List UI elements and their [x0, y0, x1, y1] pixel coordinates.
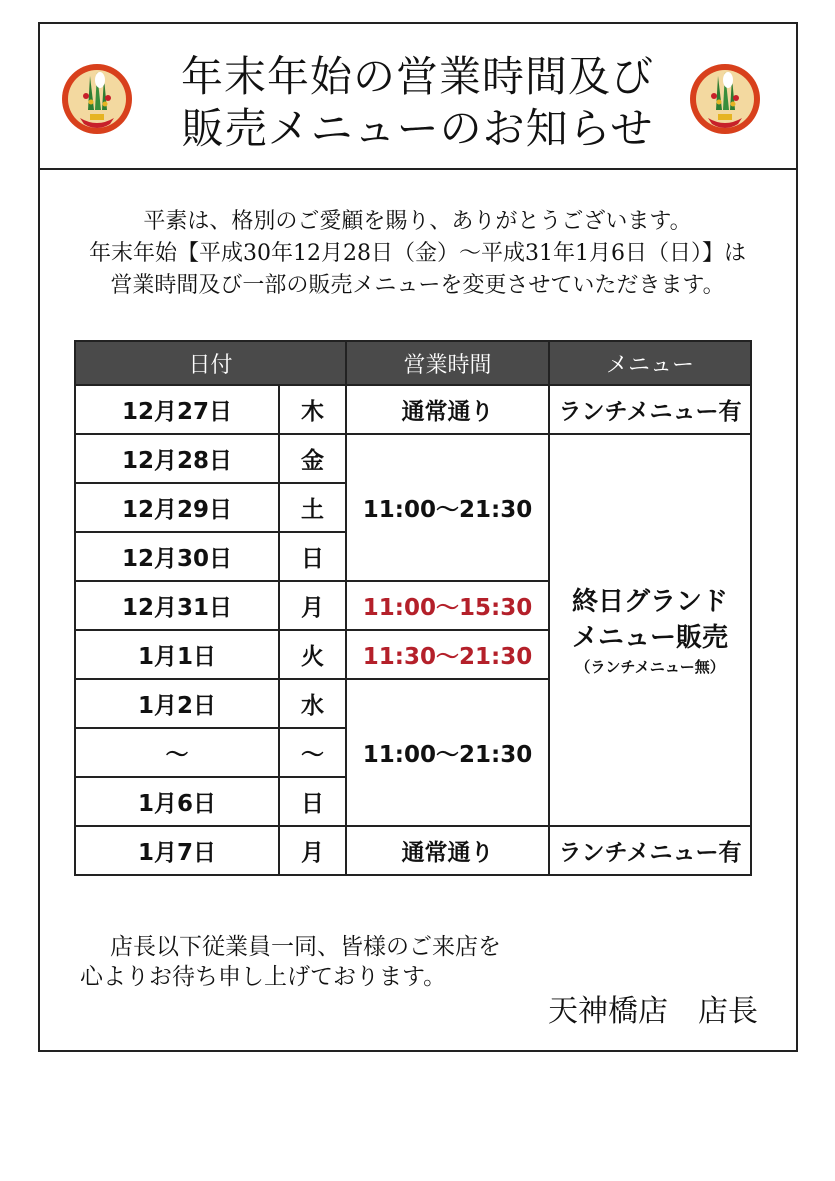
date-cell: 12月30日: [75, 532, 279, 581]
weekday-cell: 日: [279, 777, 346, 826]
schedule-table: [74, 340, 752, 876]
date-cell: 12月31日: [75, 581, 279, 630]
date-cell: 1月7日: [75, 826, 279, 875]
weekday-cell: 月: [279, 826, 346, 875]
weekday-cell: 金: [279, 434, 346, 483]
date-range-cell: 〜: [75, 728, 279, 777]
menu-grand-line-2: メニュー販売: [572, 622, 729, 653]
weekday-cell: 日: [279, 532, 346, 581]
weekday-cell: 火: [279, 630, 346, 679]
weekday-cell: 水: [279, 679, 346, 728]
menu-cell: ランチメニュー有: [549, 385, 751, 434]
closing-line-1: 店長以下従業員一同、皆様のご来店を: [110, 934, 501, 960]
date-cell: 1月1日: [75, 630, 279, 679]
hours-cell: 11:00〜21:30: [346, 679, 549, 826]
intro-change-note: 営業時間及び一部の販売メニューを変更させていただきます。: [110, 273, 725, 298]
weekday-cell: 土: [279, 483, 346, 532]
hours-cell: 11:00〜21:30: [346, 434, 549, 581]
weekday-cell: 木: [279, 385, 346, 434]
table-row: [75, 826, 751, 875]
menu-grand-line-1: 終日グランド: [572, 586, 729, 617]
header-hours: 営業時間: [346, 341, 549, 385]
hours-cell-highlight: 11:00〜15:30: [346, 581, 549, 630]
menu-grand-note: （ランチメニュー無）: [575, 657, 725, 676]
closing-line-2: 心よりお待ち申し上げております。: [80, 964, 447, 990]
weekday-cell: 月: [279, 581, 346, 630]
hours-cell-highlight: 11:30〜21:30: [346, 630, 549, 679]
table-row: [75, 385, 751, 434]
hours-cell: 通常通り: [346, 385, 549, 434]
intro-period: 年末年始【平成30年12月28日（金）～平成31年1月6日（日）】は: [89, 241, 746, 266]
hours-cell: 通常通り: [346, 826, 549, 875]
table-row: [75, 434, 751, 483]
weekday-range-cell: 〜: [279, 728, 346, 777]
header-date: 日付: [75, 341, 346, 385]
table-header-row: [75, 341, 751, 385]
date-cell: 1月6日: [75, 777, 279, 826]
menu-cell: ランチメニュー有: [549, 826, 751, 875]
page-title-line-1: 年末年始の営業時間及び: [180, 52, 654, 101]
date-cell: 12月29日: [75, 483, 279, 532]
header-menu: メニュー: [549, 341, 751, 385]
date-cell: 1月2日: [75, 679, 279, 728]
menu-grand-cell: [549, 434, 751, 826]
page-title-line-2: 販売メニューのお知らせ: [181, 104, 654, 153]
date-cell: 12月27日: [75, 385, 279, 434]
intro-greeting: 平素は、格別のご愛顧を賜り、ありがとうございます。: [143, 209, 692, 234]
date-cell: 12月28日: [75, 434, 279, 483]
signature: 天神橋店 店長: [548, 994, 758, 1029]
